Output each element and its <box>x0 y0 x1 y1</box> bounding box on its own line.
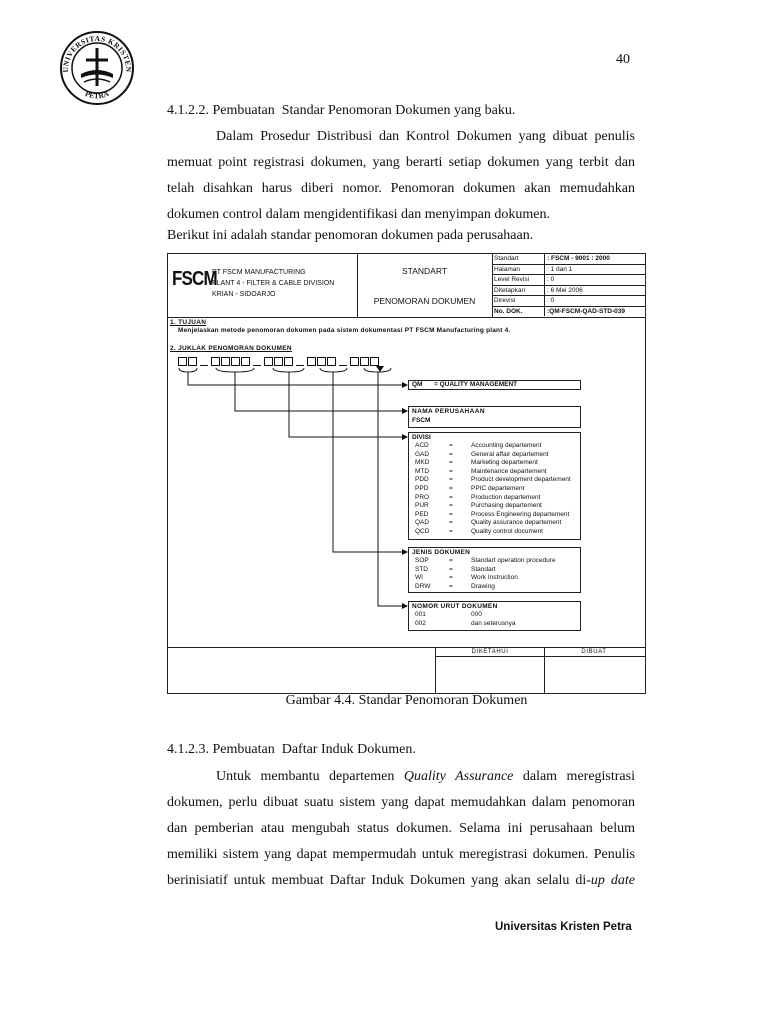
perusahaan-value: FSCM <box>412 417 431 424</box>
jenis-row: WI = Work Instruction <box>415 574 518 582</box>
para-line: memiliki sistem yang dapat mempermudah untuk meregistrasi dokumen. Penulis <box>167 847 635 862</box>
divisi-title: DIVISI <box>412 434 431 441</box>
meta-row: Standart : FSCM - 9001 : 2000 <box>492 254 645 264</box>
jenis-row: SOP = Standart operation procedure <box>415 557 556 564</box>
divisi-row: PRO = Production departement <box>415 493 541 501</box>
nomor-box <box>408 601 581 631</box>
figure-document-standard <box>167 253 646 694</box>
divisi-row: GAD = General affair departement <box>415 450 549 458</box>
para-line: telah disahkan harus diberi nomor. Penomoran dokumen akan memudahkan <box>167 181 635 196</box>
sign-diketahui <box>435 648 545 694</box>
seal-bottom-text: PETRA <box>83 88 111 101</box>
title-bottom: PENOMORAN DOKUMEN <box>373 296 476 306</box>
intro-line: Berikut ini adalah standar penomoran dokumen pada perusahaan. <box>167 228 534 243</box>
company-line: PLANT 4 - FILTER & CABLE DIVISION <box>212 280 335 287</box>
paragraph-daftar-induk <box>167 764 635 894</box>
meta-row: Level Revisi : 0 <box>492 275 645 286</box>
meta-row: Direvisi : 0 <box>492 296 645 307</box>
jenis-box <box>408 547 581 593</box>
sign-diketahui-label: DIKETAHUI <box>436 648 544 657</box>
university-seal <box>56 30 138 106</box>
sign-dibuat <box>543 648 645 694</box>
meta-row: Halaman : 1 dari 1 <box>492 264 645 275</box>
divisi-list <box>409 442 580 537</box>
title-top: STANDART <box>401 266 448 276</box>
para-line: berinisiatif untuk membuat Daftar Induk Dokumen yang akan selalu di-up date <box>167 873 635 888</box>
meta-row: Ditetapkan : 6 Mei 2006 <box>492 285 645 296</box>
divisi-row: PED = Process Engineering departement <box>415 510 570 518</box>
section-heading-daftar: 4.1.2.3. Pembuatan Daftar Induk Dokumen. <box>167 742 416 757</box>
section-heading-standar: 4.1.2.2. Pembuatan Standar Penomoran Dokumen yang baku. <box>167 103 516 118</box>
nomor-row: 001 000 <box>415 611 482 618</box>
figure-caption: Gambar 4.4. Standar Penomoran Dokumen <box>285 693 528 708</box>
nomor-title: NOMOR URUT DOKUMEN <box>412 603 498 610</box>
para-line: dokumen, perlu dibuat suatu sistem yang dapat memudahkan dalam penomoran <box>167 795 635 810</box>
divisi-row: QCD = Quality control document <box>415 527 543 535</box>
tujuan-text: Menjelaskan metode penomoran dokumen pada sistem dokumentasi PT FSCM Manufacturing plant 4. <box>178 327 511 334</box>
qm-desc: = QUALITY MANAGEMENT <box>434 381 518 388</box>
company-logo: FSCM <box>172 268 217 290</box>
svg-text:PETRA <box>84 89 111 101</box>
divisi-box <box>408 432 581 540</box>
para-line: Untuk membantu departemen Quality Assurance dalam meregistrasi <box>216 769 635 784</box>
jenis-title: JENIS DOKUMEN <box>412 549 471 556</box>
divisi-row: MTD = Maintenance departement <box>415 467 547 475</box>
paragraph-prosedur <box>167 124 635 228</box>
meta-row: No. DOK. :QM-FSCM-QAD-STD-039 <box>494 307 625 315</box>
para-line: dokumen control dalam mengidentifikasi dan menyimpan dokumen. <box>167 207 550 222</box>
company-line: KRIAN - SIDOARJO <box>212 291 276 298</box>
company-line: PT FSCM MANUFACTURING <box>212 269 306 276</box>
perusahaan-box <box>408 406 581 428</box>
qm-code: QM <box>412 381 423 388</box>
jenis-row: STD = Standart <box>415 565 496 573</box>
sign-dibuat-label: DIBUAT <box>543 648 645 657</box>
para-line: Dalam Prosedur Distribusi dan Kontrol Dokumen yang dibuat penulis <box>216 129 635 144</box>
para-line: dan pemberian atau mengubah status dokumen. Selama ini perusahaan belum <box>167 821 635 836</box>
qm-box <box>408 380 581 390</box>
jenis-row: DRW = Drawing <box>415 582 495 590</box>
divisi-row: ACD = Accounting departement <box>415 442 542 449</box>
divisi-row: PPD = PPIC departement <box>415 484 525 492</box>
para-line: memuat point registrasi dokumen, yang berarti setiap dokumen yang terbit dan <box>167 155 635 170</box>
divisi-row: PDD = Product development departement <box>415 476 571 484</box>
divisi-row: PUR = Purchasing departement <box>415 502 542 510</box>
tujuan-title: 1. TUJUAN <box>170 319 207 326</box>
divisi-row: MKD = Marketing departement <box>415 459 538 467</box>
signature-area <box>168 647 645 694</box>
divisi-row: QAD = Quality assurance departement <box>415 519 562 527</box>
seal-top-text: UNIVERSITAS KRISTEN <box>60 33 134 73</box>
juklak-title: 2. JUKLAK PENOMORAN DOKUMEN <box>170 345 292 352</box>
nomor-row: 002 dan seterusnya <box>415 619 516 627</box>
footer-university: Universitas Kristen Petra <box>495 921 632 933</box>
perusahaan-title: NAMA PERUSAHAAN <box>412 408 485 415</box>
page-number: 40 <box>616 52 630 67</box>
